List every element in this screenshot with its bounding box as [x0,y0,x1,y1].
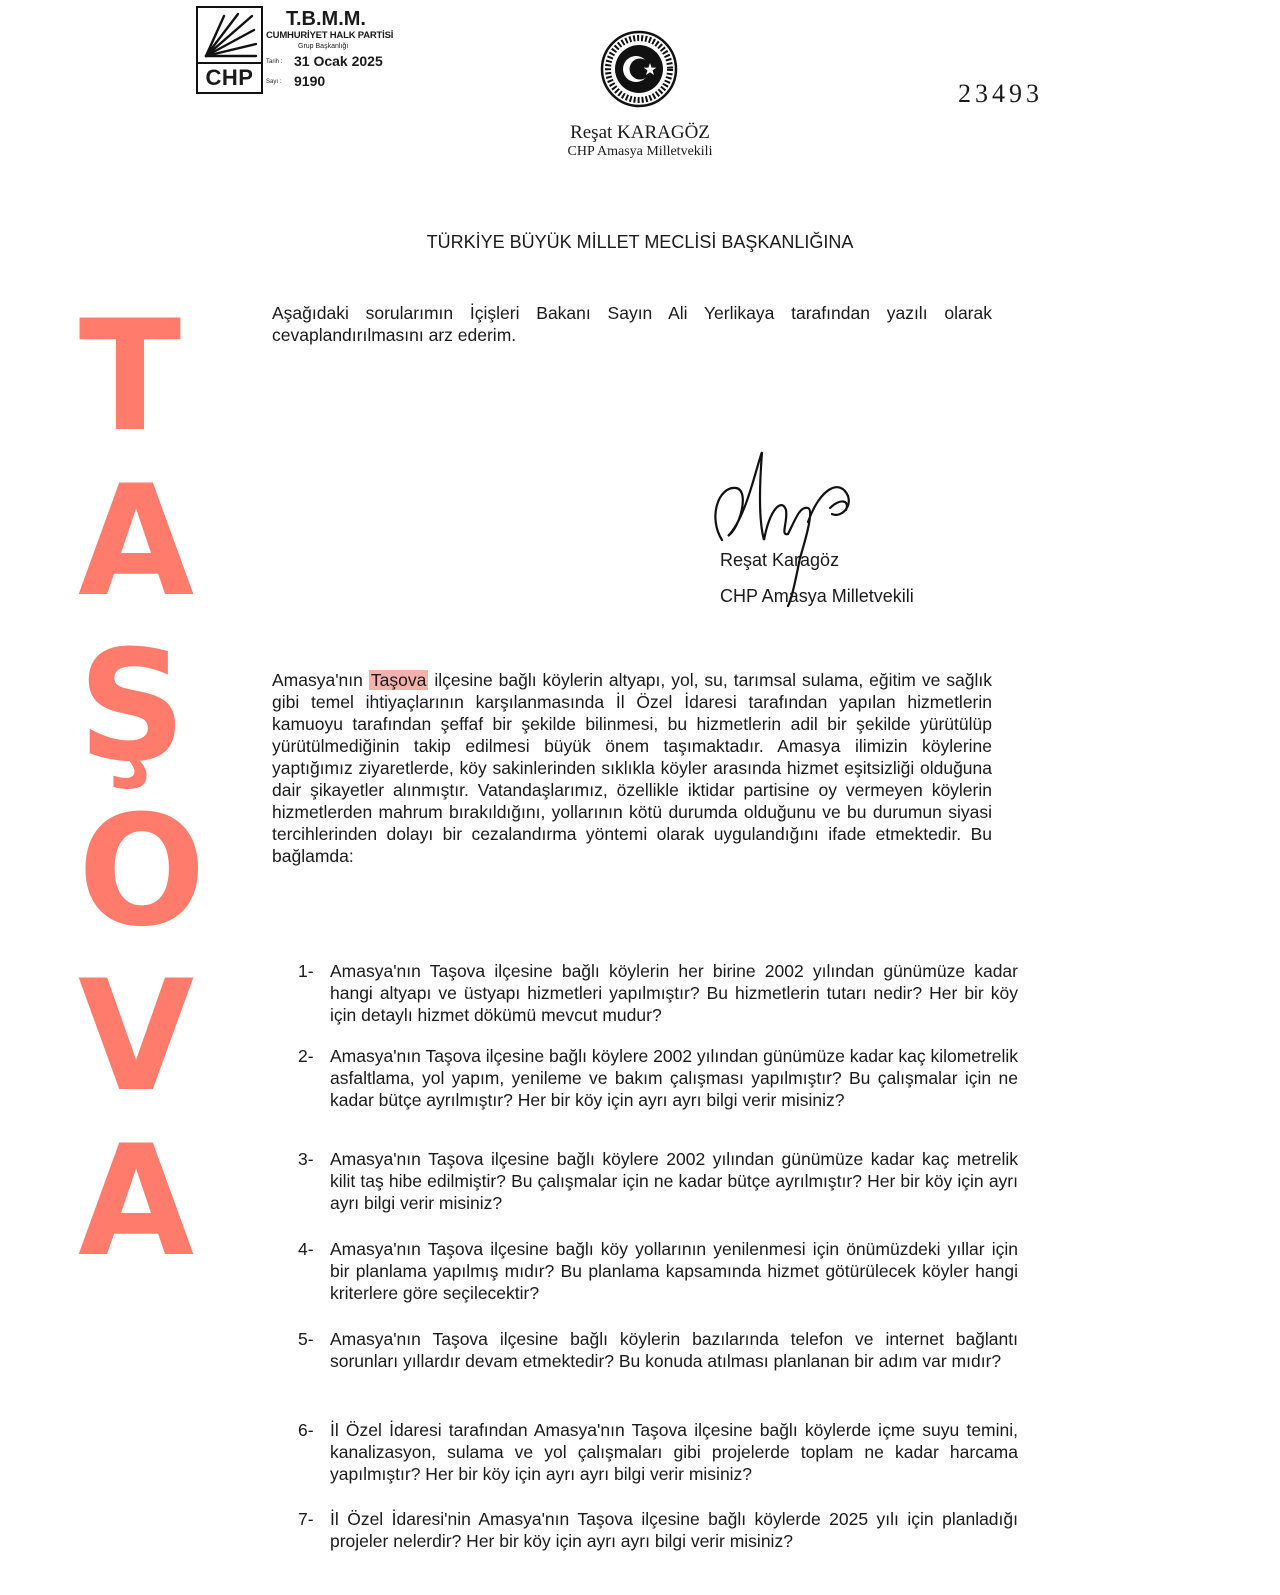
body-pre: Amasya'nın [272,670,363,690]
stamp-date: 31 Ocak 2025 [294,53,383,69]
question-item [298,1508,1018,1552]
question-number: 7- [298,1509,314,1529]
body-post: ilçesine bağlı köylerin altyapı, yol, su, tarımsal sulama, eğitim ve sağlık gibi temel ihtiyaçlarının karşılanmasında İl Özel İdaresi tarafından yapılan hizmetlerin kamuoyu tarafından şeffaf bir şekilde bilinmesi, bu hizmetlerin adil bir şekilde yürütülüp yürütülmediğinin takip edilmesi büyük önem taşımaktadır. Amasya ilimizin köylerine yaptığımız ziyaretlerde, köy sakinlerinden sıklıkla köyler arasında hizmet eşitsizliği olduğuna dair şikayetler alınmıştır. Vatandaşlarımız, özellikle iktidar partisine oy vermeyen köylerin hizmetlerden mahrum bırakıldığını, yollarının kötü durumda olduğunu ve bu durumun siyasi tercihlerinden dolayı bir cezalandırma yöntemi olarak uygulandığını ifade etmektedir. Bu bağlamda: [272,670,992,866]
overlay-letter: A [78,1113,195,1291]
question-number: 1- [298,961,314,981]
signature-icon [700,448,870,608]
document-title: TÜRKİYE BÜYÜK MİLLET MECLİSİ BAŞKANLIĞINA [426,232,854,252]
question-item [298,1328,1018,1372]
stamp-date-label: Tarih : [266,59,283,65]
chp-stamp [196,6,263,94]
question-number: 3- [298,1149,314,1169]
stamp-logo-text: CHP [205,65,254,90]
overlay-letter: Ş [78,618,187,796]
question-text: İl Özel İdaresi tarafından Amasya'nın Taşova ilçesine bağlı köylerde içme suyu temini, kanalizasyon, sulama ve yol çalışmaları gibi projelerde toplam ne kadar harcama yapılmıştır? Her bir köy için ayrı ayrı bilgi verir misiniz? [330,1420,1018,1484]
stamp-number-label: Sayı : [266,79,282,85]
overlay-letter: A [78,453,195,631]
question-item [298,1419,1018,1485]
question-text: Amasya'nın Taşova ilçesine bağlı köylere 2002 yılından günümüze kadar kaç kilometrelik asfaltlama, yol yapım, yenileme ve bakım çalışması yapılmıştır? Bu çalışmalar için ne kadar bütçe ayrılmıştır? Her bir köy için ayrı ayrı bilgi verir misiniz? [330,1046,1018,1110]
signature-name: Reşat Karagöz [720,550,840,570]
document-number: 23493 [958,79,1043,108]
stamp-party: CUMHURİYET HALK PARTİSİ [266,30,394,41]
question-number: 5- [298,1329,314,1349]
question-number: 6- [298,1420,314,1440]
stamp-tbmm: T.B.M.M. [286,8,366,30]
question-number: 2- [298,1046,314,1066]
tbmm-emblem-icon [600,30,678,108]
question-text: Amasya'nın Taşova ilçesine bağlı köy yollarının yenilenmesi için önümüzdeki yıllar için bir planlama yapılmış mıdır? Bu planlama kapsamında hizmet götürülecek köyler hangi kriterlere göre seçilecektir? [330,1239,1018,1303]
question-text: Amasya'nın Taşova ilçesine bağlı köylere 2002 yılından günümüze kadar kaç metrelik kilit taş hibe edilmiştir? Bu çalışmalar için ne kadar bütçe ayrılmıştır? Her bir köy için ayrı ayrı bilgi verir misiniz? [330,1149,1018,1213]
header-role: CHP Amasya Milletvekili [567,144,713,159]
chp-logo-icon [198,8,261,64]
overlay-letter: O [78,783,206,961]
signature-role: CHP Amasya Milletvekili [720,586,914,606]
stamp-group: Grup Başkanlığı [298,43,349,50]
stamp-number: 9190 [294,73,326,89]
question-item [298,1148,1018,1214]
stamp-info [266,8,416,92]
intro-paragraph: Aşağıdaki sorularımın İçişleri Bakanı Sayın Ali Yerlikaya tarafından yazılı olarak cevaplandırılmasını arz ederim. [272,303,992,345]
question-item [298,960,1018,1026]
question-number: 4- [298,1239,314,1259]
overlay-letter: V [78,948,195,1126]
question-text: Amasya'nın Taşova ilçesine bağlı köylerin bazılarında telefon ve internet bağlantı sorunları yıllardır devam etmektedir? Bu konuda atılması planlanan bir adım var mıdır? [330,1329,1018,1371]
question-item [298,1238,1018,1304]
header-name: Reşat KARAGÖZ [570,122,710,143]
question-item [298,1045,1018,1111]
body-paragraph [272,669,992,867]
question-text: Amasya'nın Taşova ilçesine bağlı köylerin her birine 2002 yılından günümüze kadar hangi altyapı ve üstyapı hizmetleri yapılmıştır? Bu hizmetlerin tutarı nedir? Her bir köy için detaylı hizmet dökümü mevcut mudur? [330,961,1018,1025]
question-text: İl Özel İdaresi'nin Amasya'nın Taşova ilçesine bağlı köylerde 2025 yılı için planladığı projeler nelerdir? Her bir köy için ayrı ayrı bilgi verir misiniz? [330,1509,1018,1551]
overlay-letter: T [78,288,182,466]
highlighted-word: Taşova [370,670,427,690]
